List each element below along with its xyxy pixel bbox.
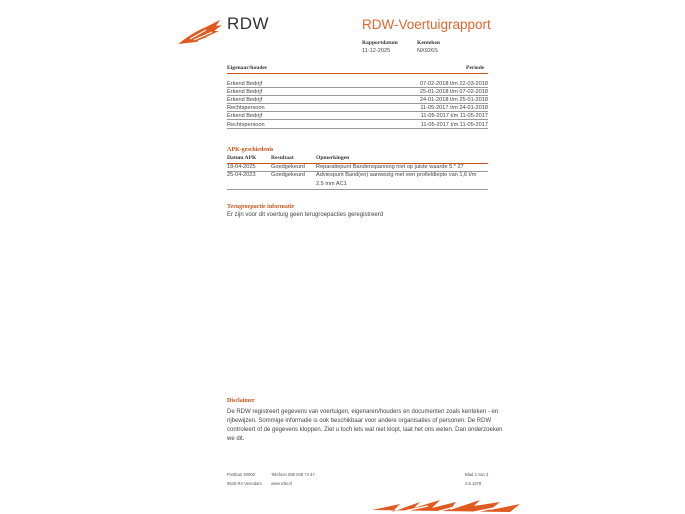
footer-code: 2.6.1678 — [465, 481, 482, 486]
disclaimer-line-1: De RDW registreert gegevens van voertuigen, eigenaren/houders en documenten zoals kenteken - en — [227, 409, 499, 415]
disclaimer-line-3: controleert of de gegevens kloppen. Ziet u toch iets wat niet klopt, laat het ons weten. Dan onderzoeken — [227, 427, 503, 433]
owner-name: Erkend Bedrijf — [227, 89, 263, 96]
owner-row — [227, 88, 488, 96]
owner-row — [227, 121, 488, 129]
decorative-stripes-icon — [370, 496, 530, 514]
footer-phone: Telefoon 088 008 74 47 — [271, 472, 315, 477]
owner-column-header: Eigenaar/houder — [227, 65, 268, 71]
period-column-header: Periode — [466, 65, 485, 71]
page-title: RDW-Voertuigrapport — [362, 17, 491, 32]
plate-value: NX926S — [417, 48, 438, 54]
owner-period: 11-05-2017 t/m 11-05-2017 — [420, 121, 488, 128]
owner-name: Erkend Bedrijf — [227, 97, 263, 104]
owner-name: Rechtspersoon — [227, 121, 265, 128]
recall-text: Er zijn voor dit voertuig geen terugroepacties geregistreerd — [227, 212, 384, 218]
owner-row — [227, 104, 488, 112]
apk-row-1-date: 18-04-2025 — [227, 164, 256, 170]
apk-heading: APK-geschiedenis — [227, 147, 274, 153]
disclaimer-heading: Disclaimer — [227, 398, 255, 404]
apk-row-1-result: Goedgekeurd — [271, 164, 305, 170]
owner-row — [227, 96, 488, 104]
owner-name: Erkend Bedrijf — [227, 113, 263, 120]
apk-row-2-result: Goedgekeurd — [271, 172, 305, 178]
apk-row-2-remark-cont: 2,5 mm AC1 — [316, 181, 347, 187]
footer-postbus: Postbus 30000 — [227, 472, 255, 477]
report-date-value: 11-12-2025 — [362, 48, 391, 54]
report-date-label: Rapportdatum — [362, 40, 398, 46]
logo-text: RDW — [227, 14, 270, 33]
owner-row — [227, 112, 488, 120]
owner-name: Erkend Bedrijf — [227, 81, 263, 87]
footer-web: www.rdw.nl — [271, 481, 292, 486]
disclaimer-line-2: rijbewijzen. Sommige informatie is ook beschikbaar voor andere organisaties of personen. De RDW — [227, 418, 492, 424]
rdw-logo-icon — [176, 18, 222, 46]
owners-header-rule — [227, 73, 488, 74]
owner-period: 24-01-2018 t/m 25-01-2018 — [419, 97, 488, 104]
owner-row — [227, 80, 488, 88]
apk-date-header: Datum APK — [227, 155, 257, 161]
apk-remarks-header: Opmerkingen — [316, 155, 350, 161]
plate-label: Kenteken — [417, 40, 440, 46]
footer-city: 9640 RA Veendam — [227, 481, 262, 486]
apk-row-2-date: 25-04-2023 — [227, 172, 256, 178]
owner-name: Rechtspersoon — [227, 105, 265, 112]
owner-period: 11-05-2017 t/m 11-05-2017 — [420, 113, 488, 120]
apk-row-1-remark: Reparatiepunt Bandenspanning niet op juiste waarde 5.* 27 — [316, 164, 464, 170]
recall-heading: Terugroepactie informatie — [227, 204, 295, 210]
footer-page: Blad 2 van 3 — [465, 472, 489, 477]
owner-period: 25-01-2018 t/m 07-02-2018 — [419, 89, 488, 96]
disclaimer-line-4: we dit. — [227, 436, 245, 442]
apk-table-bottom — [227, 189, 488, 190]
apk-result-header: Resultaat — [271, 155, 294, 161]
apk-row-2-remark: Advies​punt Band(en) aanwezig met een profieldiepte van 1,6 t/m — [316, 172, 477, 178]
owner-period: 11-05-2017 t/m 24-01-2018 — [420, 105, 488, 112]
owner-period: 07-02-2018 t/m 22-03-2018 — [419, 81, 488, 87]
